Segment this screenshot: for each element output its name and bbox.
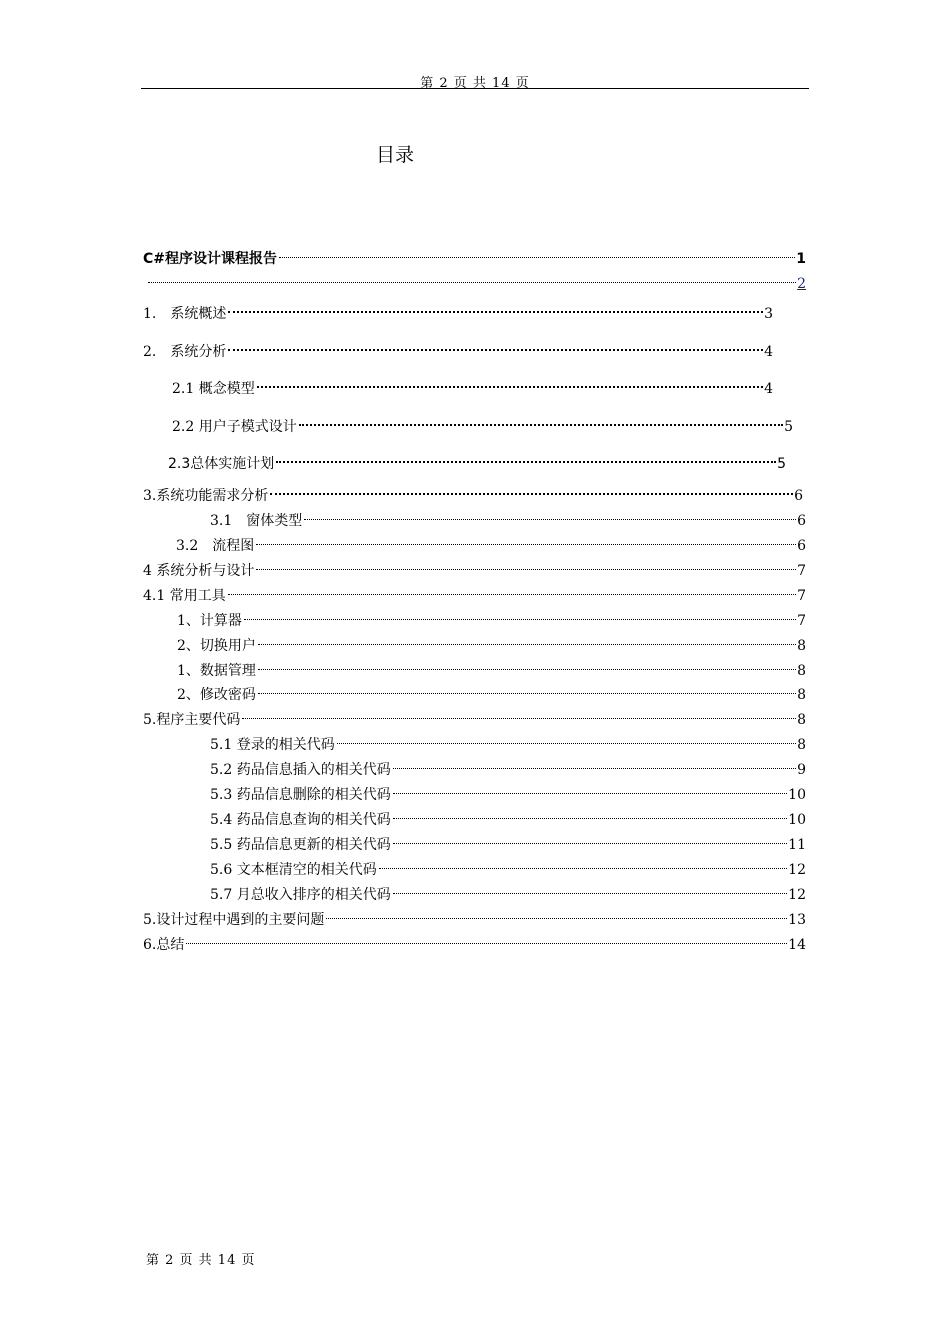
toc-entry-label: 1、计算器 [177,613,242,629]
toc-entry[interactable] [177,679,806,703]
dot-leader [256,530,796,550]
toc-entry-label: 4.1 常用工具 [143,588,226,604]
toc-entry[interactable] [177,605,806,629]
toc-entry-page: 1 [796,251,806,267]
toc-entry-label: 5.2 药品信息插入的相关代码 [210,762,391,778]
toc-entry-page: 14 [788,937,806,953]
toc-entry-page: 7 [797,613,806,629]
toc-entry[interactable] [143,929,806,953]
toc-entry[interactable] [210,505,806,529]
dot-leader [270,480,793,500]
toc-entry-page: 10 [788,787,806,803]
toc-entry[interactable] [146,268,806,292]
toc-entry-page: 13 [788,912,806,928]
toc-entry-page: 10 [788,812,806,828]
toc-entry[interactable] [210,854,806,878]
toc-entry-label: 5.程序主要代码 [143,712,241,728]
toc-entry-page: 5 [777,456,786,472]
toc-entry-page: 8 [797,712,806,728]
toc-entry[interactable] [143,555,806,579]
toc-entry-page: 11 [788,837,806,853]
page-header: 第 2 页 共 14 页 [420,76,530,91]
toc-entry[interactable] [143,243,806,267]
dot-leader [242,704,796,724]
dot-leader [393,804,787,824]
toc-entry-label: 1. 系统概述 [143,306,227,322]
toc-entry[interactable] [210,879,806,903]
toc-entry-page: 8 [797,687,806,703]
toc-entry[interactable] [177,655,806,679]
toc-entry-page: 12 [788,862,806,878]
toc-entry[interactable] [143,904,806,928]
toc-entry-label: 5.设计过程中遇到的主要问题 [143,912,325,928]
toc-entry-page-link[interactable]: 2 [797,276,806,292]
toc-entry-label: 2. 系统分析 [143,344,227,360]
toc-entry[interactable] [143,298,773,322]
toc-entry-label: 6.总结 [143,937,185,953]
dot-leader [393,754,796,774]
dot-leader [299,411,783,431]
toc-entry-page: 5 [784,419,793,435]
dot-leader [258,655,796,675]
toc-entry[interactable] [210,729,806,753]
toc-entry-page: 7 [797,563,806,579]
dot-leader [244,605,796,625]
dot-leader [228,336,763,356]
toc-entry-page: 7 [797,588,806,604]
dot-leader [256,555,796,575]
toc-entry-label: C#程序设计课程报告 [143,251,278,267]
toc-entry[interactable] [210,754,806,778]
toc-entry-label: 4 系统分析与设计 [143,563,255,579]
dot-leader [276,448,776,468]
dot-leader [393,829,787,849]
toc-entry-page: 8 [797,663,806,679]
toc-title: 目录 [375,144,414,166]
toc-entry-label: 5.4 药品信息查询的相关代码 [210,812,391,828]
dot-leader [393,779,787,799]
dot-leader [393,879,787,899]
toc-entry[interactable] [143,580,806,604]
dot-leader [279,243,795,263]
toc-entry-label: 1、数据管理 [177,663,256,679]
toc-entry-page: 3 [764,306,773,322]
dot-leader [258,630,796,650]
toc-entry-label: 2、修改密码 [177,687,256,703]
toc-entry-label: 2.3总体实施计划 [168,456,275,472]
header-rule [141,88,809,89]
dot-leader [337,729,796,749]
toc-entry[interactable] [210,829,806,853]
toc-entry[interactable] [168,448,786,472]
toc-entry-page: 8 [797,638,806,654]
dot-leader [228,580,796,600]
toc-entry-page: 6 [797,513,806,529]
toc-entry-label: 5.6 文本框清空的相关代码 [210,862,377,878]
toc-entry-label: 3.1 窗体类型 [210,513,303,529]
toc-entry-label: 2.2 用户子模式设计 [172,419,297,435]
toc-entry-label: 5.3 药品信息删除的相关代码 [210,787,391,803]
toc-entry-label: 5.5 药品信息更新的相关代码 [210,837,391,853]
toc-entry-page: 6 [797,538,806,554]
toc-entry-page: 8 [797,737,806,753]
dot-leader [379,854,787,874]
toc-entry[interactable] [143,704,806,728]
dot-leader [186,929,787,949]
toc-entry[interactable] [172,373,773,397]
toc-entry[interactable] [210,804,806,828]
toc-entry-label: 2、切换用户 [177,638,256,654]
toc-entry-label: 5.1 登录的相关代码 [210,737,335,753]
toc-entry-page: 4 [764,344,773,360]
dot-leader [257,373,763,393]
toc-entry-page: 12 [788,887,806,903]
toc-entry[interactable] [176,530,806,554]
dot-leader [304,505,796,525]
toc-entry-label: 5.7 月总收入排序的相关代码 [210,887,391,903]
dot-leader [148,268,796,288]
toc-entry-label: 2.1 概念模型 [172,381,255,397]
dot-leader [326,904,787,924]
toc-entry[interactable] [172,411,793,435]
toc-entry[interactable] [143,336,773,360]
toc-entry[interactable] [210,779,806,803]
toc-entry-page: 4 [764,381,773,397]
toc-entry[interactable] [143,480,803,504]
toc-entry-page: 9 [797,762,806,778]
toc-entry-page: 6 [794,488,803,504]
toc-entry[interactable] [177,630,806,654]
dot-leader [228,298,763,318]
dot-leader [258,679,796,699]
toc-entry-label: 3.系统功能需求分析 [143,488,269,504]
page-footer: 第 2 页 共 14 页 [146,1253,256,1268]
toc-entry-label: 3.2 流程图 [176,538,255,554]
